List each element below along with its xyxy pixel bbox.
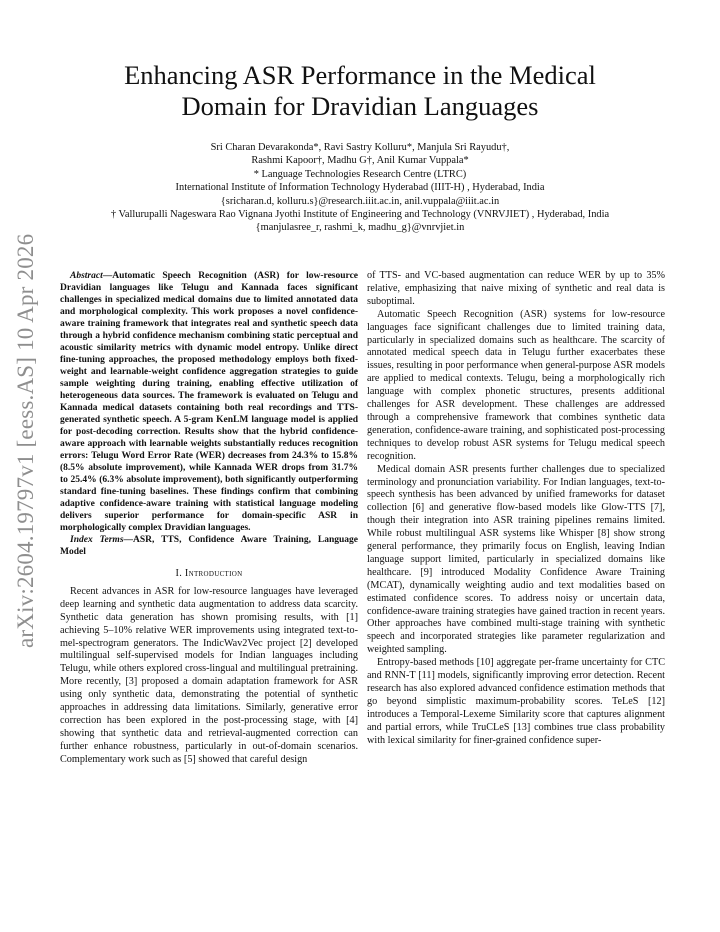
author-emails-iiith: {sricharan.d, kolluru.s}@research.iiit.ac.in, anil.vuppala@iiit.ac.in [220,195,500,207]
intro-paragraph-4: Entropy-based methods [10] aggregate per-frame uncertainty for CTC and RNN-T [11] models, significantly improving error detection. Recent research has also explored advanced confidence estimation methods that go beyond simplistic maximum-probability scores. TeLeS [12] introduces a Temporal-Lexeme Similarity score that captures alignment and partial errors, while TruCLeS [13] combines true class probability with lexical similarity for finer-grained confidence super- [367,657,665,746]
abstract-label: Abstract [70,271,103,281]
paper-title [60,60,660,122]
affiliation-iiith: International Institute of Information Technology Hyderabad (IIIT-H) , Hyderabad, India [175,182,545,194]
affiliation-ltrc: * Language Technologies Research Centre (LTRC) [253,168,467,180]
paper-title-line-1: Enhancing ASR Performance in the Medical [124,60,596,90]
affiliation-vnrvjiet: † Vallurupalli Nageswara Rao Vignana Jyothi Institute of Engineering and Technology (VNRVJIET) , Hyderabad, India [110,209,610,221]
intro-paragraph-3: Medical domain ASR presents further challenges due to specialized terminology and pronunciation variability. For Indian languages, text-to-speech synthesis has been advanced by unified frameworks for dataset collection [6] and generative flow-based models like Glow-TTS [7], though their integration into ASR training pipelines remains limited. While robust multilingual ASR systems like Whisper [8] show strong general performance, they primarily focus on English, leaving Indian language support limited, particularly in specialized domains like healthcare. [9] introduced Modality Confidence Aware Training (MCAT), dynamically weighting audio and text modalities based on estimated confidence scores. To address noisy or uncertain data, confidence-aware training strategies have gained traction in recent years. Other approaches have combined multi-stage training with synthetic speech and incorporated strategies like parameter regularization and weighted sampling. [367,463,665,656]
author-block [60,141,660,235]
section-heading-introduction: I. Introduction [175,568,243,579]
right-column [367,270,665,748]
abstract-text: —Automatic Speech Recognition (ASR) for low-resource Dravidian languages like Telugu and Kannada faces significant challenges in specialized medical domains due to limited annotated data and morphological complexity. This work proposes a novel confidence-aware training framework that integrates real and synthetic speech data through a hybrid confidence mechanism combining static perceptual and acoustic similarity metrics with dynamic model entropy. Unlike direct fine-tuning approaches, the proposed methodology employs both fixed-weight and learnable-weight confidence aggregation strategies to guide sample weighting during training, enabling effective utilization of heterogeneous data sources. The framework is evaluated on Telugu and Kannada medical datasets containing both real recordings and TTS-generated synthetic speech. A 5-gram KenLM language model is applied for post-decoding correction. Results show that the hybrid confidence-aware approach with learnable weights substantially reduces recognition errors: Telugu Word Error Rate (WER) decreases from 24.3% to 15.8% (8.5% absolute improvement), while Kannada WER drops from 31.7% to 25.4% (6.3% absolute improvement), both significantly outperforming standard fine-tuning baselines. These findings confirm that combining adaptive confidence-aware training with statistical language modeling delivers superior performance for domain-specific ASR in morphologically complex Dravidian languages. [60,271,358,533]
arxiv-identifier [4,233,48,648]
intro-paragraph-2: Automatic Speech Recognition (ASR) systems for low-resource languages face significant challenges due to limited training data, particularly in specialized domains such as healthcare. The scarcity of annotated medical speech data in Telugu further exacerbates these issues, resulting in poor performance when general-purpose ASR models are applied to medical contexts. Telugu, being a morphologically rich language with complex phonetic structures, presents additional challenges for ASR development. These challenges are addressed through a comprehensive framework that combines synthetic data generation, confidence-aware training, and sophisticated post-processing techniques to develop robust ASR systems for Telugu medical speech recognition. [367,308,665,462]
arxiv-identifier-text: arXiv:2604.19797v1 [eess.AS] 10 Apr 2026 [13,233,38,648]
author-emails-vnrvjiet: {manjulasree_r, rashmi_k, madhu_g}@vnrvjiet.in [255,222,465,234]
abstract [60,270,358,534]
index-terms [60,534,358,558]
intro-paragraph-1-continued: of TTS- and VC-based augmentation can reduce WER by up to 35% relative, emphasizing that naive mixing of synthetic and real data is suboptimal. [367,270,665,307]
index-terms-label: Index Terms [70,535,124,545]
index-terms-text: —ASR, TTS, Confidence Aware Training, Language Model [60,535,358,557]
author-names-line-2: Rashmi Kapoor†, Madhu G†, Anil Kumar Vuppala* [251,155,469,167]
left-column [60,270,358,767]
author-names-line-1: Sri Charan Devarakonda*, Ravi Sastry Kolluru*, Manjula Sri Rayudu†, [210,142,510,153]
paper-title-line-2: Domain for Dravidian Languages [181,91,539,121]
intro-paragraph-1: Recent advances in ASR for low-resource languages have leveraged deep learning and synthetic data augmentation to address data scarcity. Synthetic data generation has shown promising results, with [1] achieving 5–10% relative WER improvements using integrated text-to-mel-spectrogram generators. The IndicWav2Vec project [2] developed multilingual self-supervised models for Indian languages including Telugu, while others explored cross-lingual and multilingual pretraining. More recently, [3] proposed a domain adaptation framework for ASR using only synthetic data, demonstrating the potential of synthetic approaches in addressing data limitations. Similarly, generative error correction has been explored in the post-processing stage, with [4] showing that synthetic data and retrieval-augmented correction can further enhance robustness, particularly in out-of-domain scenarios. Complementary work such as [5] showed that careful design [60,585,358,765]
